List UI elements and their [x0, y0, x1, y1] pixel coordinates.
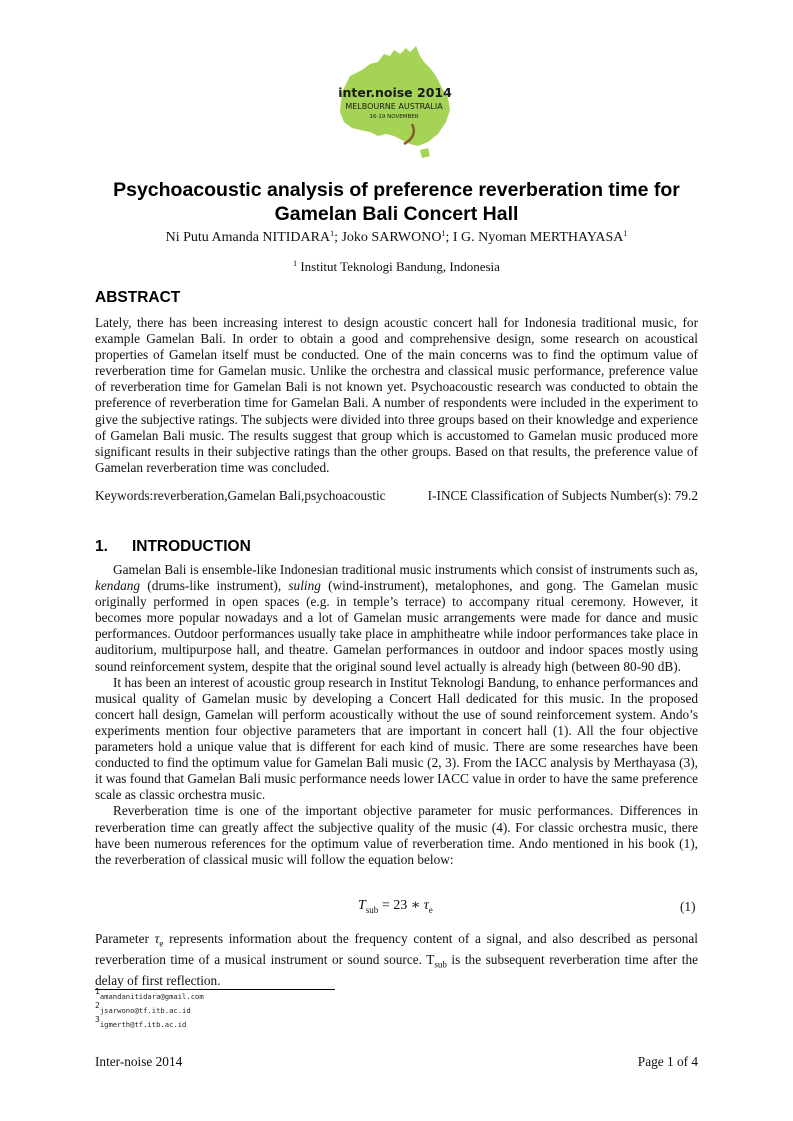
footer-page-number: Page 1 of 4: [637, 1054, 698, 1069]
intro-paragraph-1: Gamelan Bali is ensemble-like Indonesian traditional music instruments which consist of instruments such as, kendang (drums-like instrument), suling (wind-instrument), metalophones, and gong. The Gamelan music originally performed in open spaces (e.g. in temple’s terrace) to accompany ritual ceremony. However, it becomes more popular nowadays and a lot of Gamelan music arrangements were made for dance and music performances. Outdoor performances usually take place in amphitheatre while indoor performances take place in auditorium, multipurpose hall, and theatre. Gamelan performances in outdoor and indoor spaces mostly using sound reinforcement system, despite that the original sound level actually is already high (between 80-90 dB).: [95, 562, 698, 674]
equation-number: (1): [680, 899, 696, 914]
logo-dates: 16-19 NOVEMBER: [369, 114, 419, 120]
abstract-text: Lately, there has been increasing interest to design acoustic concert hall for Indonesia traditional music, for example Gamelan Bali. In order to obtain a good and comprehensive design, some research on acoustical properties of Gamelan itself must be conducted. One of the main concerns was to find the optimum value of reverberation time for Gamelan music. Unlike the orchestra and classical music performance, preference value of reverberation time for Gamelan Bali is not known yet. Psychoacoustic research was conducted to obtain the preference of reverberation time for Gamelan Bali. A number of respondents were included in the experiment to give the subjective ratings. The subjects were divided into three groups based on their knowledge and experience of Gamelan Bali music. The results suggest that group which is accustomed to Gamelan music produced more significant results in their subjective ratings than the other groups. Based on that results, the preference value of Gamelan reverberation time was concluded.: [95, 315, 698, 475]
equation: $T_{sub} = 23$ ∗ $\tau_e$: [358, 898, 433, 915]
intro-paragraph-4-container: [95, 931, 698, 989]
logo-title: inter.noise 2014: [338, 85, 452, 100]
author-name: Ni Putu Amanda NITIDARA: [165, 230, 331, 245]
classification: I-INCE Classification of Subjects Number(s): 79.2: [427, 488, 698, 503]
author-affil-mark: 1: [330, 229, 335, 238]
logo-location: MELBOURNE AUSTRALIA: [345, 102, 443, 111]
intro-paragraph-2: It has been an interest of acoustic group research in Institut Teknologi Bandung, to enhance performances and musical quality of Gamelan music by developing a Concert Hall dedicated for this music. In the proposed concert hall design, Gamelan will perform acoustically without the use of sound reinforcement system. Ando’s experiments mention four objective parameters that are important in concert hall (1). All the four objective parameters hold a unique value that is different for each kind of music. There are some researches have been conducted to find the optimum value for Gamelan Bali music (2, 3). From the IACC analysis by Merthayasa (3), it was found that Gamelan Bali music performance needs lower IACC value in order to have the same preference scale as classic orchestra music.: [95, 674, 698, 803]
introduction-body: [95, 562, 698, 868]
footer-conference: Inter-noise 2014: [95, 1054, 183, 1069]
section-number: 1.: [95, 538, 108, 555]
author-name: Joko SARWONO: [341, 230, 442, 245]
title-line-1: Psychoacoustic analysis of preference reverberation time for: [113, 179, 680, 201]
keywords: Keywords:reverberation,Gamelan Bali,psychoacoustic: [95, 488, 386, 503]
footnote: $^1$amandanitidara@gmail.com: [95, 987, 204, 1001]
author-list: [60, 230, 733, 246]
footnote: $^2$jsarwono@tf.itb.ac.id: [95, 1001, 191, 1015]
abstract-body: [95, 315, 698, 476]
author-affil-mark: 1: [623, 229, 628, 238]
term-kendang: kendang: [95, 578, 141, 594]
section-title: INTRODUCTION: [131, 538, 251, 555]
author-name: I G. Nyoman MERTHAYASA: [452, 230, 624, 245]
term-suling: suling: [288, 578, 321, 594]
abstract-heading: ABSTRACT: [95, 289, 181, 306]
title-line-2: Gamelan Bali Concert Hall: [274, 203, 519, 225]
tasmania-shape: [420, 148, 430, 158]
keywords-line: [95, 488, 698, 504]
author-affil-mark: 1: [441, 229, 446, 238]
intro-paragraph-3: Reverberation time is one of the important objective parameter for music performances. Differences in reverberation time can greatly affect the subjective quality of the music (4). For classic orchestra music, there have been numerous references for the optimum value of reverberation time. Ando mentioned in his book (1), the reverberation of classical music will follow the equation below:: [95, 803, 698, 867]
footnote-rule: [95, 989, 335, 990]
footnote: $^3$igmerth@tf.itb.ac.id: [95, 1015, 187, 1029]
footnote-email: amandanitidara@gmail.com: [99, 992, 204, 1001]
affiliation-mark: 1: [293, 259, 298, 268]
footnote-email: jsarwono@tf.itb.ac.id: [99, 1006, 191, 1015]
author-separator: ;: [445, 230, 453, 245]
affiliation-text: Institut Teknologi Bandung, Indonesia: [297, 259, 500, 274]
intro-paragraph-4: Parameter $\tau_e$ represents information about the frequency content of a signal, and also described as personal reverberation time of a musical instrument or sound source. $T_{sub}$ is the subsequent reverberation time after the delay of first reflection.: [95, 931, 699, 988]
author-separator: ;: [334, 230, 342, 245]
paper-title: [60, 178, 733, 226]
conference-logo: [330, 40, 460, 162]
footnote-email: igmerth@tf.itb.ac.id: [99, 1020, 187, 1029]
affiliation: [60, 259, 733, 275]
section-heading-introduction: [95, 538, 251, 556]
